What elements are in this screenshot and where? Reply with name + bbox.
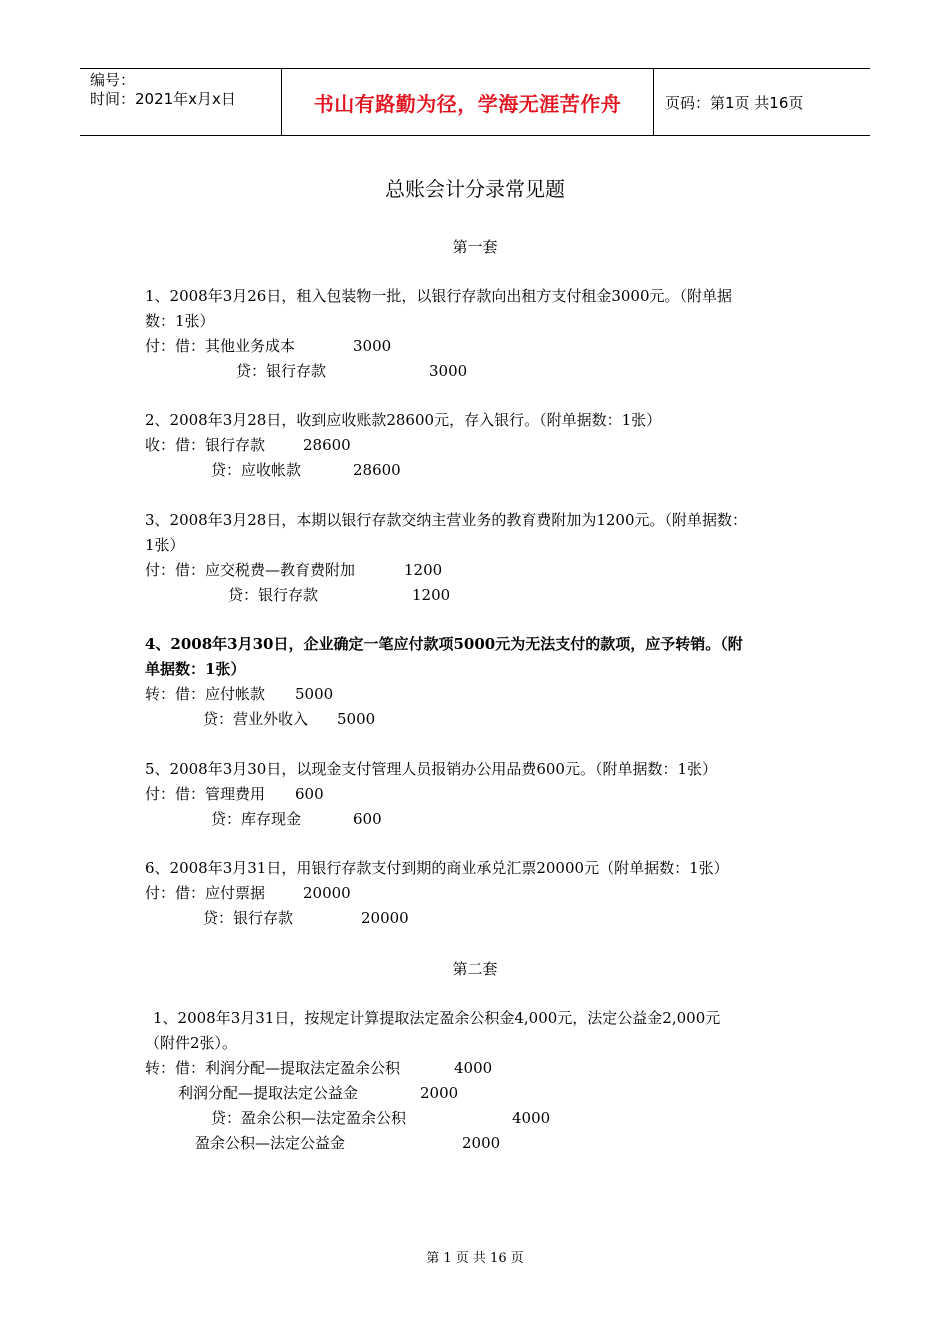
q5-credit-amount: 600	[353, 810, 382, 828]
s2-q1-debit-1: 转：借：利润分配—提取法定盈余公积	[145, 1059, 401, 1077]
q5-debit: 付：借：管理费用	[145, 785, 266, 803]
set2-heading: 第二套	[452, 960, 498, 978]
q3-text-cont: 1张）	[145, 536, 185, 554]
header-meta	[80, 69, 282, 135]
q4-text: 4、2008年3月30日，企业确定一笔应付款项5000元为无法支付的款项，应予转销。（附	[145, 635, 743, 653]
q2-debit: 收：借：银行存款	[145, 436, 266, 454]
q2-text: 2、2008年3月28日，收到应收账款28600元，存入银行。（附单据数：1张）	[145, 411, 662, 429]
page-number-label: 页码：第1页 共16页	[665, 93, 804, 112]
q6-credit-amount: 20000	[361, 909, 409, 927]
motto-text: 书山有路勤为径，学海无涯苦作舟	[313, 91, 622, 116]
q6-debit-amount: 20000	[303, 884, 351, 902]
number-label: 编号：	[90, 71, 136, 89]
q1-credit: 贷：银行存款	[236, 362, 327, 380]
q6-text: 6、2008年3月31日，用银行存款支付到期的商业承兑汇票20000元（附单据数：1张）	[145, 859, 729, 877]
document-header	[80, 68, 870, 136]
q1-text-cont: 数：1张）	[145, 312, 215, 330]
q4-credit: 贷：营业外收入	[203, 710, 309, 728]
s2-q1-debit-2-amount: 2000	[420, 1084, 459, 1102]
s2-q1-debit-2: 利润分配—提取法定公益金	[178, 1084, 359, 1102]
set1-heading: 第一套	[452, 238, 498, 256]
q5-debit-amount: 600	[295, 785, 324, 803]
q4-debit-amount: 5000	[295, 685, 334, 703]
q6-credit: 贷：银行存款	[203, 909, 294, 927]
s2-q1-credit-1-amount: 4000	[512, 1109, 551, 1127]
page-title: 总账会计分录常见题	[385, 177, 565, 201]
q1-debit-amount: 3000	[353, 337, 392, 355]
q4-debit: 转：借：应付帐款	[145, 685, 266, 703]
q2-credit-amount: 28600	[353, 461, 401, 479]
q3-debit-amount: 1200	[404, 561, 443, 579]
page-footer: 第 1 页 共 16 页	[426, 1251, 524, 1266]
q1-debit: 付：借：其他业务成本	[145, 337, 296, 355]
q6-debit: 付：借：应付票据	[145, 884, 266, 902]
s2-q1-credit-2: 盈余公积—法定公益金	[195, 1134, 346, 1152]
header-motto	[282, 69, 654, 135]
q2-credit: 贷：应收帐款	[211, 461, 302, 479]
q4-text-cont: 单据数：1张）	[145, 660, 246, 678]
time-label: 时间：2021年x月x日	[90, 90, 236, 108]
s2-q1-text-cont: （附件2张）。	[145, 1034, 238, 1052]
q5-text: 5、2008年3月30日，以现金支付管理人员报销办公用品费600元。（附单据数：1张）	[145, 760, 718, 778]
s2-q1-credit-2-amount: 2000	[462, 1134, 501, 1152]
q4-credit-amount: 5000	[337, 710, 376, 728]
s2-q1-credit-1: 贷：盈余公积—法定盈余公积	[211, 1109, 407, 1127]
q3-credit-amount: 1200	[412, 586, 451, 604]
q5-credit: 贷：库存现金	[211, 810, 302, 828]
q1-text: 1、2008年3月26日，租入包装物一批，以银行存款向出租方支付租金3000元。（附单据	[145, 287, 733, 305]
q1-credit-amount: 3000	[429, 362, 468, 380]
q3-debit: 付：借：应交税费—教育费附加	[145, 561, 356, 579]
s2-q1-debit-1-amount: 4000	[454, 1059, 493, 1077]
s2-q1-text: 1、2008年3月31日，按规定计算提取法定盈余公积金4,000元，法定公益金2,000元	[153, 1009, 721, 1027]
q3-text: 3、2008年3月28日，本期以银行存款交纳主营业务的教育费附加为1200元。（附单据数：	[145, 511, 748, 529]
q3-credit: 贷：银行存款	[228, 586, 319, 604]
q2-debit-amount: 28600	[303, 436, 351, 454]
